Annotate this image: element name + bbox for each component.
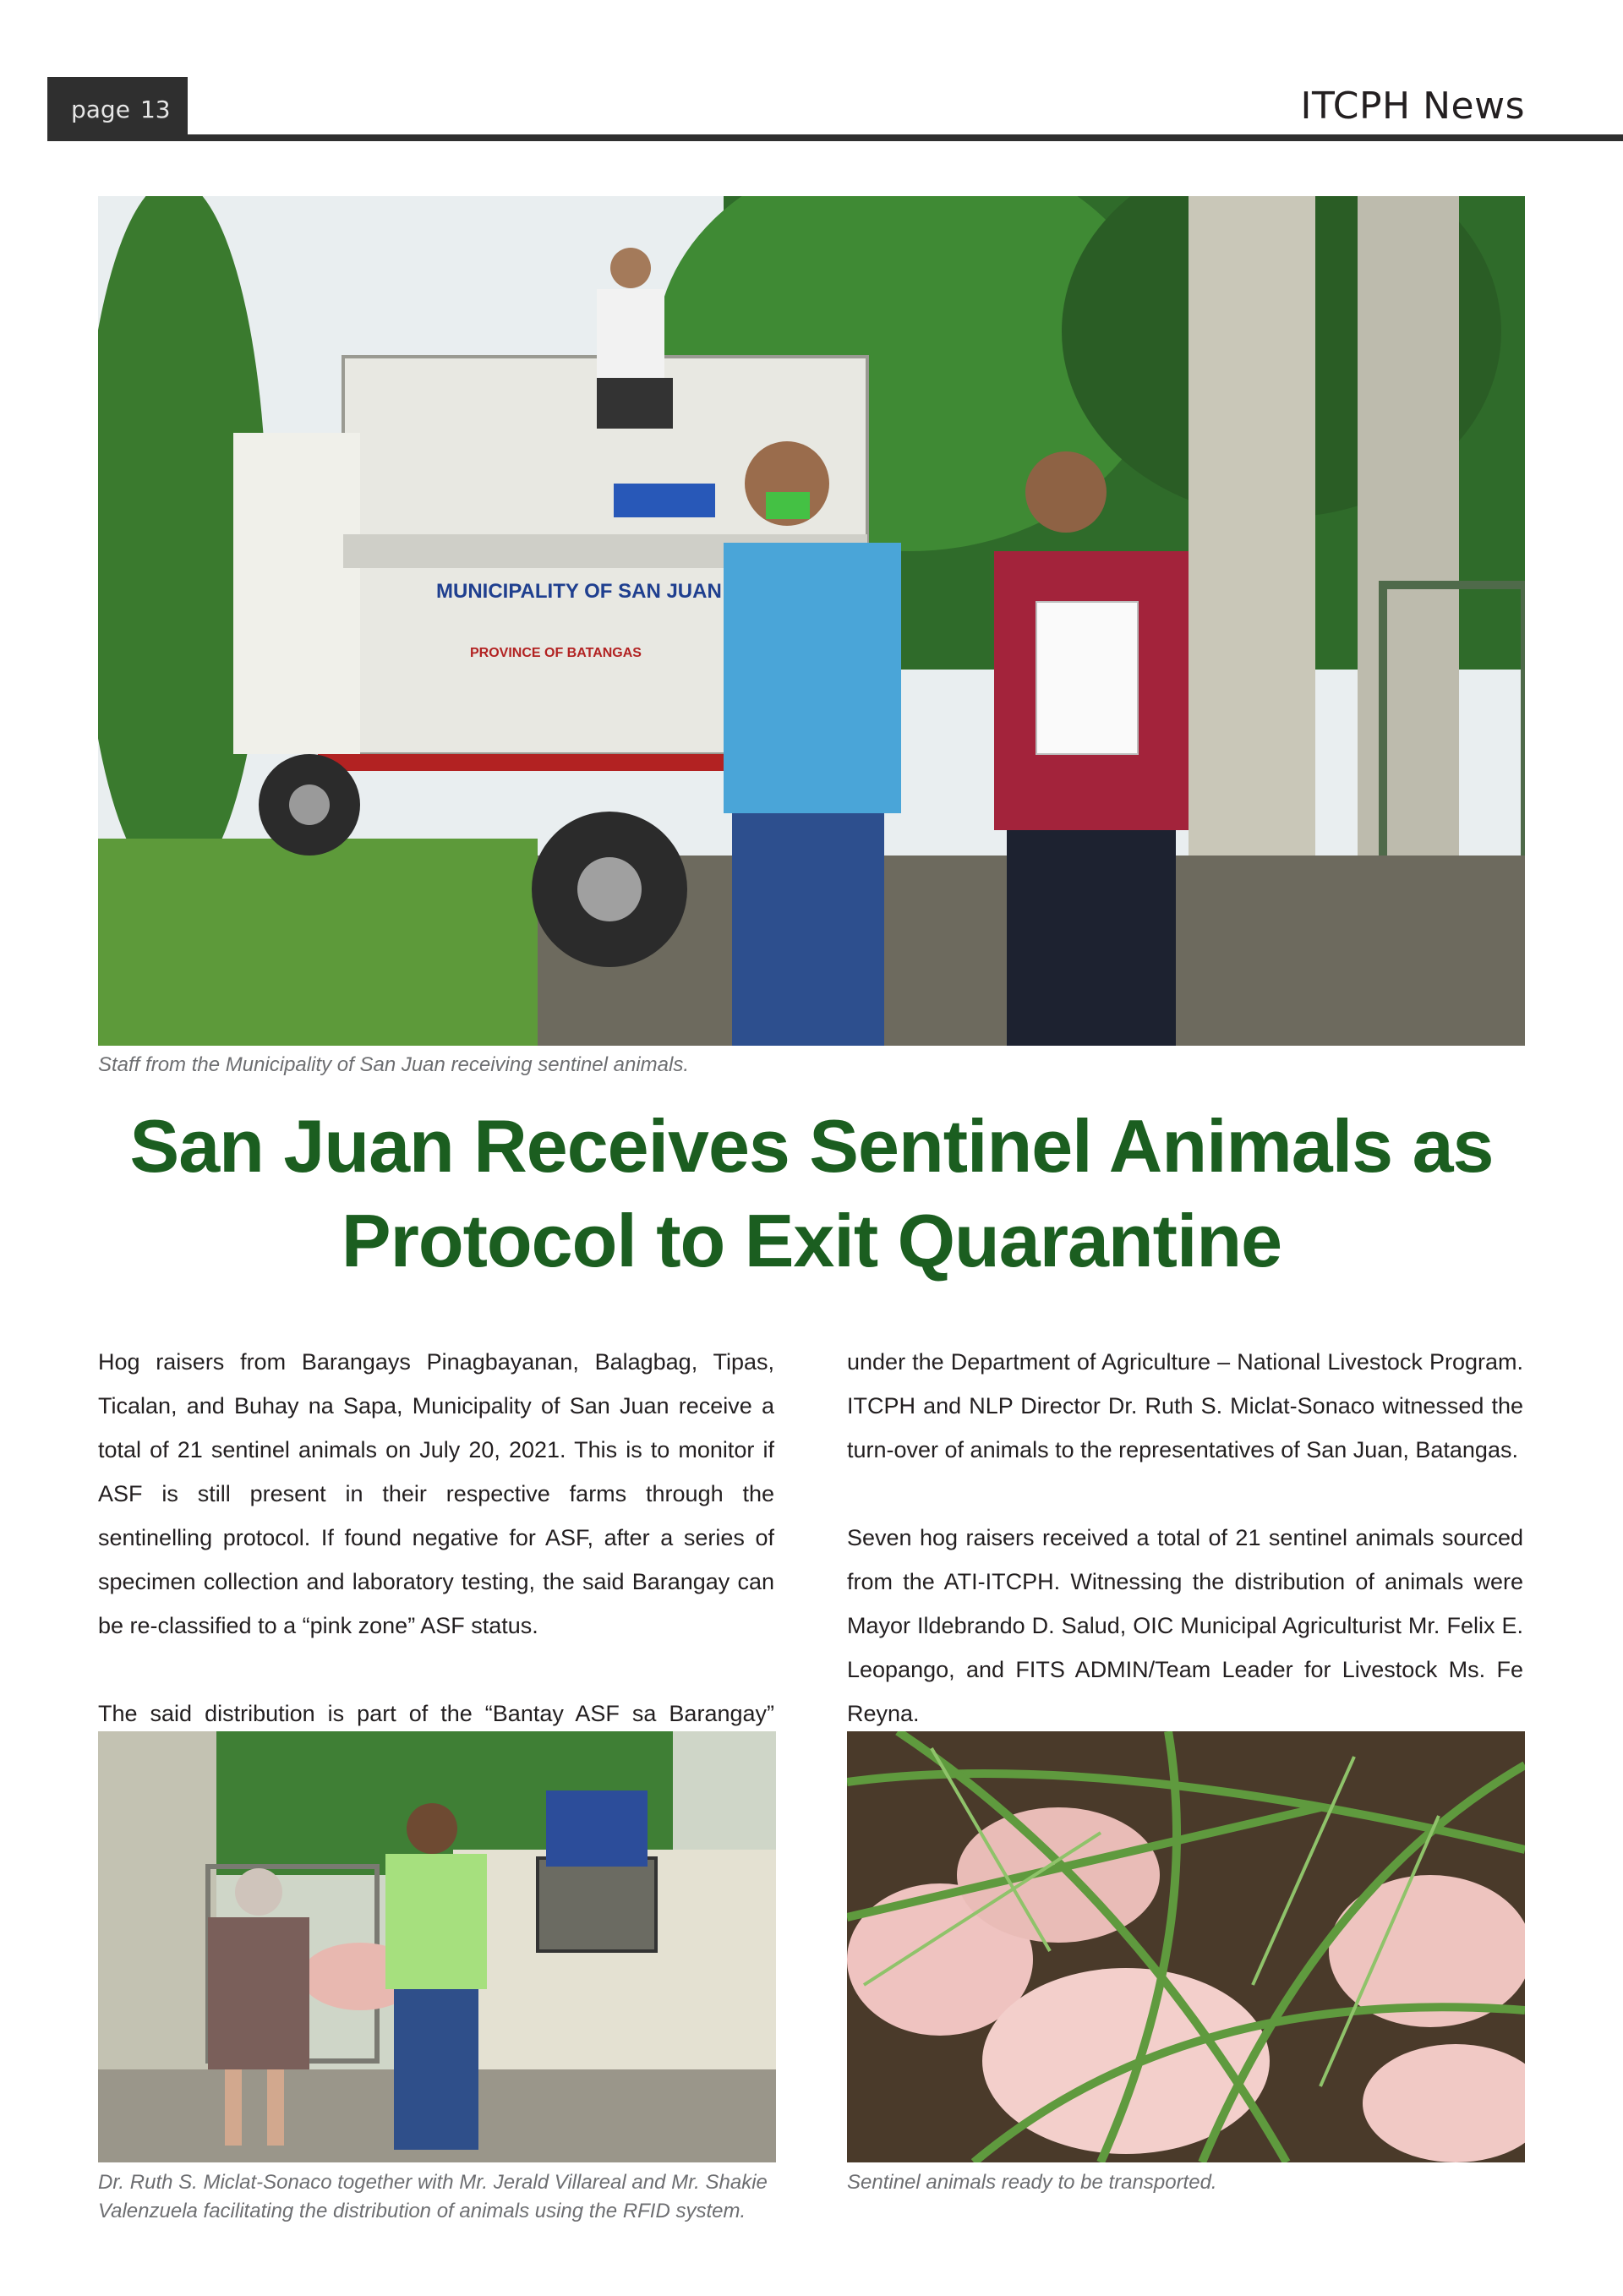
paragraph: under the Department of Agriculture – National Livestock Program. ITCPH and NLP Director Dr. Ruth S. Miclat-Sonaco witnessed the turn-over of animals to the representatives of San Juan, Batangas. [847, 1349, 1523, 1462]
paragraph: Seven hog raisers received a total of 21 sentinel animals sourced from the ATI-ITCPH. Witnessing the distribution of animals were Mayor Ildebrando D. Salud, OIC Municipal Agriculturist Mr. Felix E. Leopango, and FITS ADMIN/Team Leader for Livestock Ms. Fe Reyna. [847, 1525, 1523, 1726]
bottom-left-caption: Dr. Ruth S. Miclat-Sonaco together with Mr. Jerald Villareal and Mr. Shakie Valenzuela facilitating the distribution of animals using the RFID system. [98, 2171, 768, 2222]
top-photo-caption: Staff from the Municipality of San Juan receiving sentinel animals. [98, 1053, 690, 1076]
bottom-right-caption: Sentinel animals ready to be transported. [847, 2171, 1217, 2194]
bottom-left-photo [98, 1731, 776, 2162]
paragraph: The said distribution is part of the “Bantay ASF sa Barangay” [98, 1701, 774, 1726]
truck-side-text: PROVINCE OF BATANGAS [470, 646, 642, 660]
bottom-right-photo [847, 1731, 1525, 2162]
publication-name: ITCPH News [1300, 85, 1525, 128]
page-label: page [71, 95, 130, 123]
top-photo [98, 196, 1525, 1046]
paragraph: Hog raisers from Barangays Pinagbayanan, Balagbag, Tipas, Ticalan, and Buhay na Sapa, Municipality of San Juan receive a total of 21 sentinel animals on July 20, 2021. This is to monitor if ASF is still present in their respective farms through the sentinelling protocol. If found negative for ASF, after a series of specimen collection and laboratory testing, the said Barangay can be re-classified to a “pink zone” ASF status. [98, 1349, 774, 1638]
right-column [847, 1340, 1523, 1779]
truck-door-text: MUNICIPALITY OF SAN JUAN [436, 580, 722, 603]
article-title: San Juan Receives Sentinel Animals as Protocol to Exit Quarantine [129, 1104, 1494, 1282]
page-number-tab [47, 77, 188, 141]
page-number: 13 [139, 95, 171, 123]
header-rule [47, 134, 1623, 141]
